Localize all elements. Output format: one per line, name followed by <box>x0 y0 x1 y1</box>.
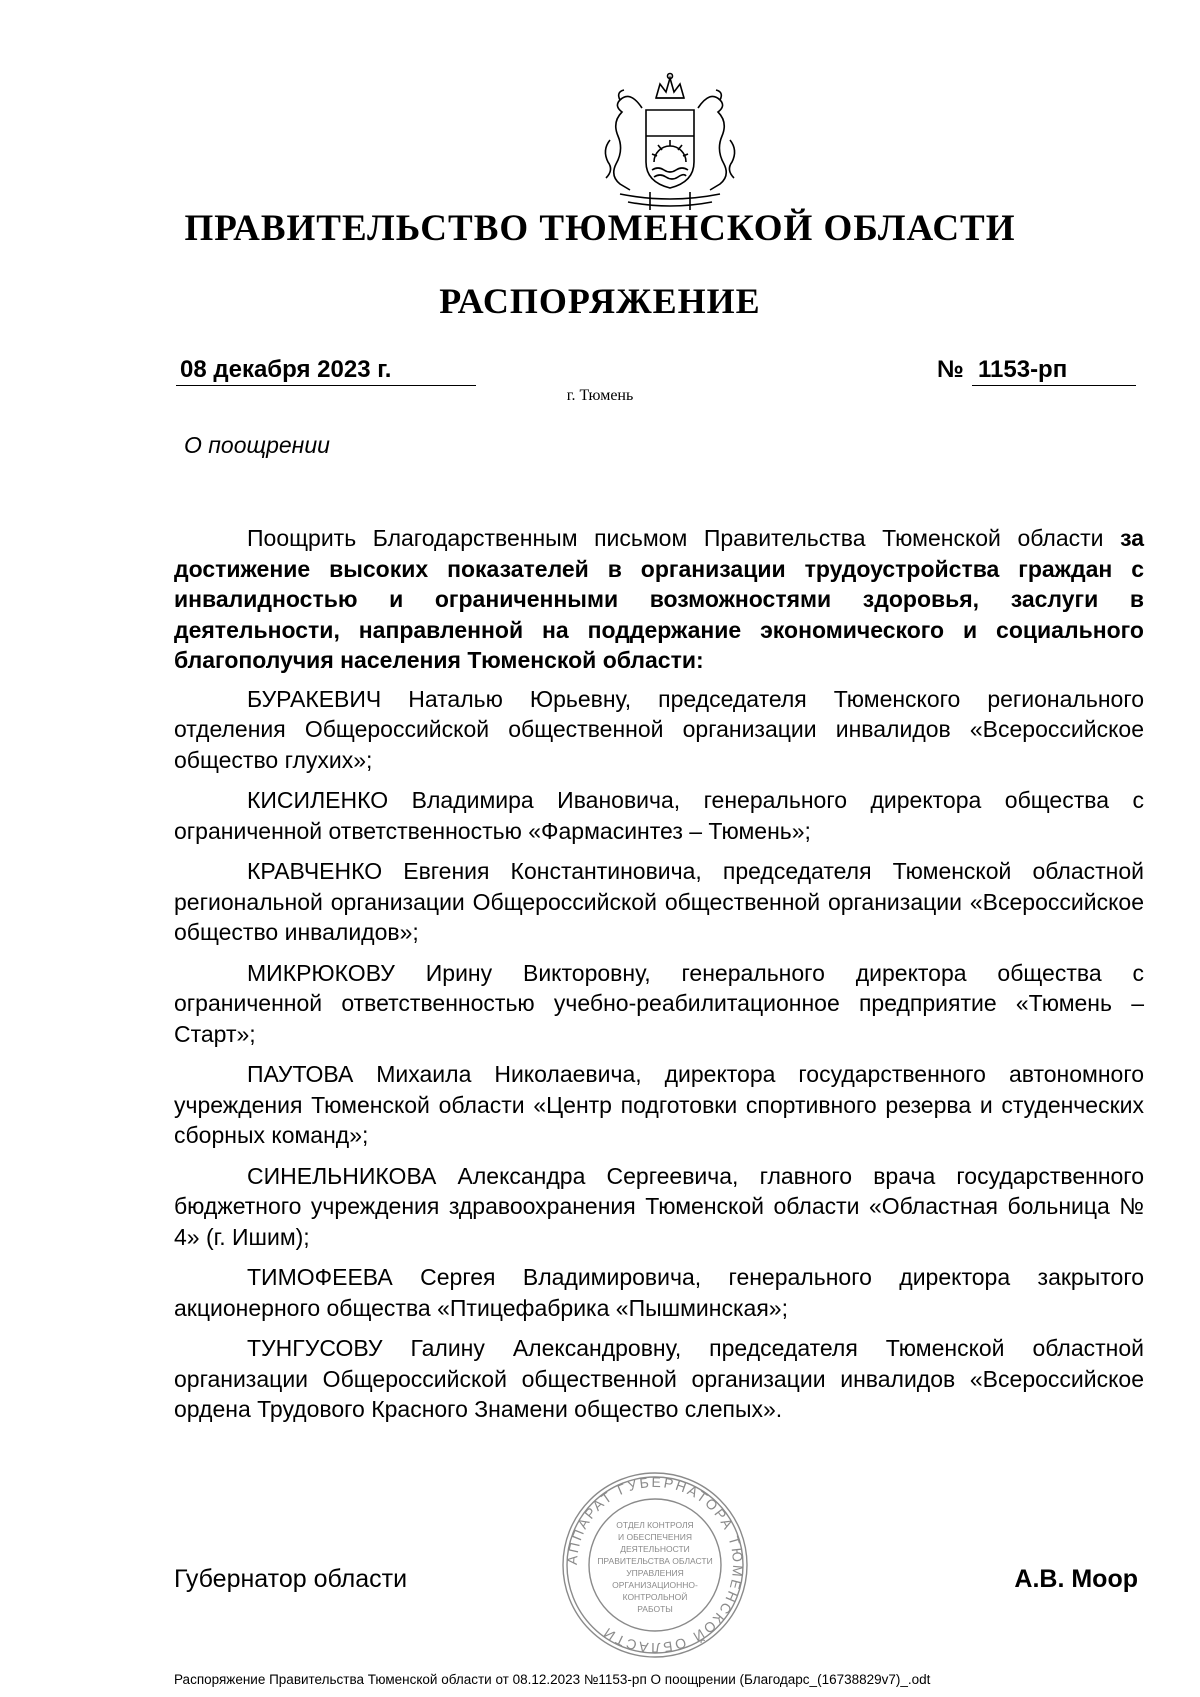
signatory-role: Губернатор области <box>174 1565 408 1593</box>
document-date: 08 декабря 2023 г. <box>176 355 476 386</box>
stamp-line: ПРАВИТЕЛЬСТВА ОБЛАСТИ <box>597 1556 713 1566</box>
person-paragraph: ТУНГУСОВУ Галину Александровну, председателя Тюменской областной организации Общероссийской общественной организации инвалидов «Всероссийское ордена Трудового Красного Знамени общество слепых». <box>174 1335 1144 1422</box>
person-paragraph: КИСИЛЕНКО Владимира Ивановича, генерального директора общества с ограниченной ответственностью «Фармасинтез – Тюмень»; <box>174 787 1144 844</box>
coat-of-arms-emblem <box>590 70 750 220</box>
stamp-line: ДЕЯТЕЛЬНОСТИ <box>620 1544 690 1554</box>
stamp-line: ОТДЕЛ КОНТРОЛЯ <box>616 1520 694 1530</box>
stamp-line: КОНТРОЛЬНОЙ <box>622 1592 688 1602</box>
intro-plain-text: Поощрить Благодарственным письмом Правительства Тюменской области <box>247 525 1121 551</box>
intro-bold-text: за достижение высоких показателей в организации трудоустройства граждан с инвалидностью и ограниченными возможностями здоровья, заслуги в деятельности, направленной на поддержание экономического и социального благополучия населения Тюменской области: <box>174 525 1144 673</box>
stamp-line: РАБОТЫ <box>637 1604 673 1614</box>
document-type: РАСПОРЯЖЕНИЕ <box>439 281 761 321</box>
stamp-line: ОРГАНИЗАЦИОННО- <box>612 1580 698 1590</box>
document-subject: О поощрении <box>184 432 330 458</box>
official-stamp <box>560 1470 750 1660</box>
person-paragraph: ПАУТОВА Михаила Николаевича, директора государственного автономного учреждения Тюменской области «Центр подготовки спортивного резерва и студенческих сборных команд»; <box>174 1061 1144 1148</box>
stamp-line: УПРАВЛЕНИЯ <box>626 1568 684 1578</box>
person-paragraph: БУРАКЕВИЧ Наталью Юрьевну, председателя Тюменского регионального отделения Общероссийской общественной организации инвалидов «Всероссийское общество глухих»; <box>174 685 1144 773</box>
signatory-name: А.В. Моор <box>1014 1565 1138 1593</box>
document-footer: Распоряжение Правительства Тюменской области от 08.12.2023 №1153-рп О поощрении (Благодарс_(16738829v7)_.odt <box>174 1672 931 1687</box>
government-title: ПРАВИТЕЛЬСТВО ТЮМЕНСКОЙ ОБЛАСТИ <box>184 208 1016 249</box>
stamp-line: И ОБЕСПЕЧЕНИЯ <box>618 1532 692 1542</box>
person-paragraph: ТИМОФЕЕВА Сергея Владимировича, генерального директора закрытого акционерного общества «Птицефабрика «Пышминская»; <box>174 1264 1144 1321</box>
document-body <box>174 523 1144 1435</box>
stamp-ring-text: АППАРАТ ГУБЕРНАТОРА ТЮМЕНСКОЙ ОБЛАСТИ <box>563 1473 747 1657</box>
document-number: 1153-рп <box>972 355 1136 386</box>
person-paragraph: КРАВЧЕНКО Евгения Константиновича, председателя Тюменской областной региональной организации Общероссийской общественной организации «Всероссийское общество инвалидов»; <box>174 858 1144 945</box>
document-number-label: № <box>937 356 964 383</box>
person-paragraph: МИКРЮКОВУ Ирину Викторовну, генерального директора общества с ограниченной ответственностью учебно-реабилитационное предприятие «Тюмень – Старт»; <box>174 959 1144 1047</box>
document-city: г. Тюмень <box>566 387 634 404</box>
person-paragraph: СИНЕЛЬНИКОВА Александра Сергеевича, главного врача государственного бюджетного учреждения здравоохранения Тюменской области «Областная больница № 4» (г. Ишим); <box>174 1162 1144 1250</box>
intro-paragraph <box>174 523 1144 676</box>
